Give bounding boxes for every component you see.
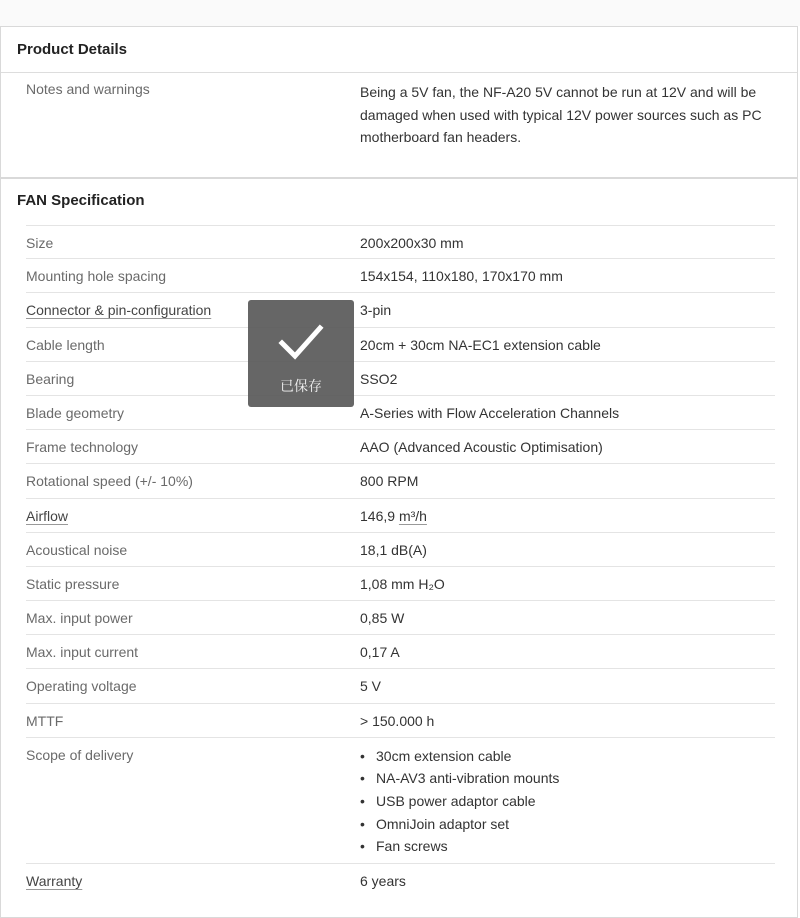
spec-row-mttf: [26, 704, 775, 738]
warranty-info-link[interactable]: Warranty: [26, 872, 83, 889]
spec-value: 800 RPM: [360, 473, 419, 490]
spec-row-noise: [26, 533, 775, 567]
spec-label: Max. input current: [26, 644, 139, 661]
spec-label: Operating voltage: [26, 678, 137, 695]
checkmark-icon: [277, 322, 325, 362]
spec-row-delivery: [26, 738, 775, 864]
list-item: • Fan screws: [360, 835, 559, 858]
spec-row-mounting: [26, 259, 775, 293]
fan-spec-card: [0, 178, 798, 918]
spec-label: Size: [26, 235, 54, 251]
toast-label: 已保存: [280, 378, 322, 394]
spec-label: Scope of delivery: [26, 746, 134, 763]
list-item: • NA-AV3 anti-vibration mounts: [360, 767, 559, 790]
spec-row-voltage: [26, 669, 775, 703]
spec-row-frame: [26, 430, 775, 464]
notes-label: Notes and warnings: [26, 81, 150, 97]
product-details-title: Product Details: [1, 27, 797, 73]
spec-value: 0,85 W: [360, 610, 405, 627]
spec-label: Mounting hole spacing: [26, 268, 167, 285]
spec-row-size: [26, 225, 775, 259]
spec-value: 3-pin: [360, 302, 392, 319]
spec-value: 200x200x30 mm: [360, 235, 464, 251]
airflow-unit-link[interactable]: m³/h: [398, 507, 427, 524]
spec-value: 18,1 dB(A): [360, 541, 427, 558]
list-item: • USB power adaptor cable: [360, 790, 559, 813]
spec-value: 154x154, 110x180, 170x170 mm: [360, 268, 563, 285]
spec-label: Cable length: [26, 336, 105, 353]
delivery-list: [360, 745, 559, 858]
spec-row-bearing: [26, 362, 775, 396]
spec-row-power: [26, 601, 775, 635]
spec-row-cable: [26, 328, 775, 362]
spec-value: 1,08 mm H₂O: [360, 575, 445, 592]
spec-label: Acoustical noise: [26, 541, 128, 558]
airflow-info-link[interactable]: Airflow: [26, 507, 69, 524]
spec-label: MTTF: [26, 712, 64, 729]
spec-label: Blade geometry: [26, 404, 125, 421]
spec-row-warranty: [26, 864, 775, 898]
spec-value: 6 years: [360, 872, 406, 889]
spec-row-pressure: [26, 567, 775, 601]
notes-value: Being a 5V fan, the NF-A20 5V cannot be run at 12V and will be damaged when used with typical 12V power sources such as PC motherboard fan headers.: [360, 84, 762, 145]
spec-value: 20cm + 30cm NA-EC1 extension cable: [360, 336, 601, 353]
spec-label: Bearing: [26, 370, 75, 387]
spec-value: SSO2: [360, 370, 398, 387]
spec-row-connector: [26, 293, 775, 327]
spec-value: AAO (Advanced Acoustic Optimisation): [360, 439, 603, 456]
spec-label: Max. input power: [26, 610, 133, 627]
fan-spec-title: FAN Specification: [17, 192, 145, 209]
airflow-number: 146,9: [360, 507, 396, 524]
spec-row-blade: [26, 396, 775, 430]
spec-value: 5 V: [360, 678, 382, 695]
spec-row-speed: [26, 464, 775, 498]
spec-value: 0,17 A: [360, 644, 400, 661]
spec-row-current: [26, 635, 775, 669]
spec-table: [26, 225, 775, 898]
saved-toast: [248, 300, 354, 407]
spec-value: > 150.000 h: [360, 712, 435, 729]
list-item: • OmniJoin adaptor set: [360, 813, 559, 836]
top-band: [0, 0, 800, 26]
spec-value: A-Series with Flow Acceleration Channels: [360, 404, 620, 421]
list-item: • 30cm extension cable: [360, 745, 559, 768]
spec-row-airflow: [26, 499, 775, 533]
spec-label: Rotational speed (+/- 10%): [26, 473, 193, 490]
notes-row: [1, 73, 797, 177]
connector-info-link[interactable]: Connector & pin-configuration: [26, 302, 212, 319]
product-details-card: [0, 26, 798, 178]
spec-label: Frame technology: [26, 439, 139, 456]
spec-label: Static pressure: [26, 575, 120, 592]
spec-value: [360, 508, 427, 524]
